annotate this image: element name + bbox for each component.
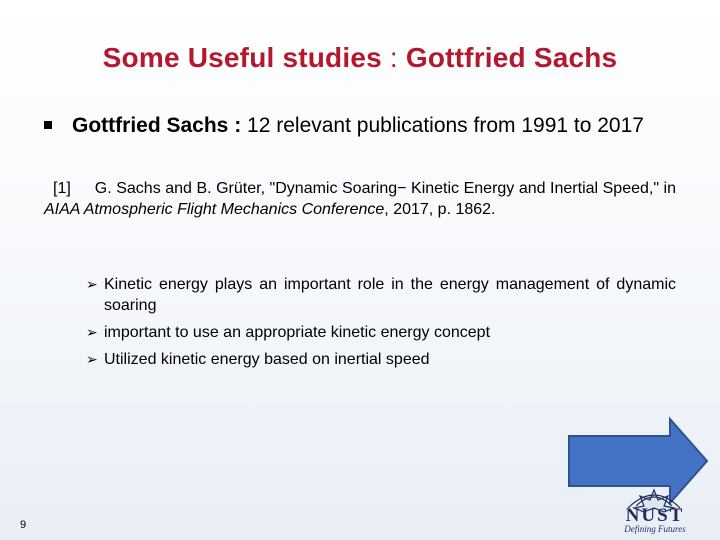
list-item [86,349,676,370]
point-text: Utilized kinetic energy based on inertial speed [104,351,430,368]
title-separator: : [381,42,406,73]
square-bullet-icon [44,121,52,129]
reference-tail: , 2017, p. 1862. [384,201,496,218]
reference-venue: AIAA Atmospheric Flight Mechanics Conference [44,201,385,218]
slide-title [0,42,720,74]
reference-entry [44,178,676,220]
arrow-bullet-icon: ➢ [86,351,98,367]
key-points-list [86,274,676,376]
reference-number: [1] [53,180,71,197]
main-bullet [44,112,684,140]
point-text: Kinetic energy plays an important role in the energy management of dynamic soaring [104,276,676,314]
title-name: Gottfried Sachs [405,42,618,73]
list-item [86,322,676,343]
point-text: important to use an appropriate kinetic energy concept [104,324,491,341]
main-bullet-bold: Gottfried Sachs : [72,114,242,137]
arrow-bullet-icon: ➢ [86,276,98,292]
main-bullet-text [72,112,684,140]
title-main: Some Useful studies [102,42,382,73]
main-bullet-rest: 12 relevant publications from 1991 to 2017 [241,114,644,137]
logo-name: NUST [625,505,685,526]
page-number: 9 [20,519,27,531]
logo-tagline: Defining Futures [624,524,686,534]
arrow-bullet-icon: ➢ [86,324,98,340]
list-item [86,274,676,316]
reference-authors: G. Sachs and B. Grüter, "Dynamic Soaring− Kinetic Energy and Inertial Speed," in [94,180,676,197]
